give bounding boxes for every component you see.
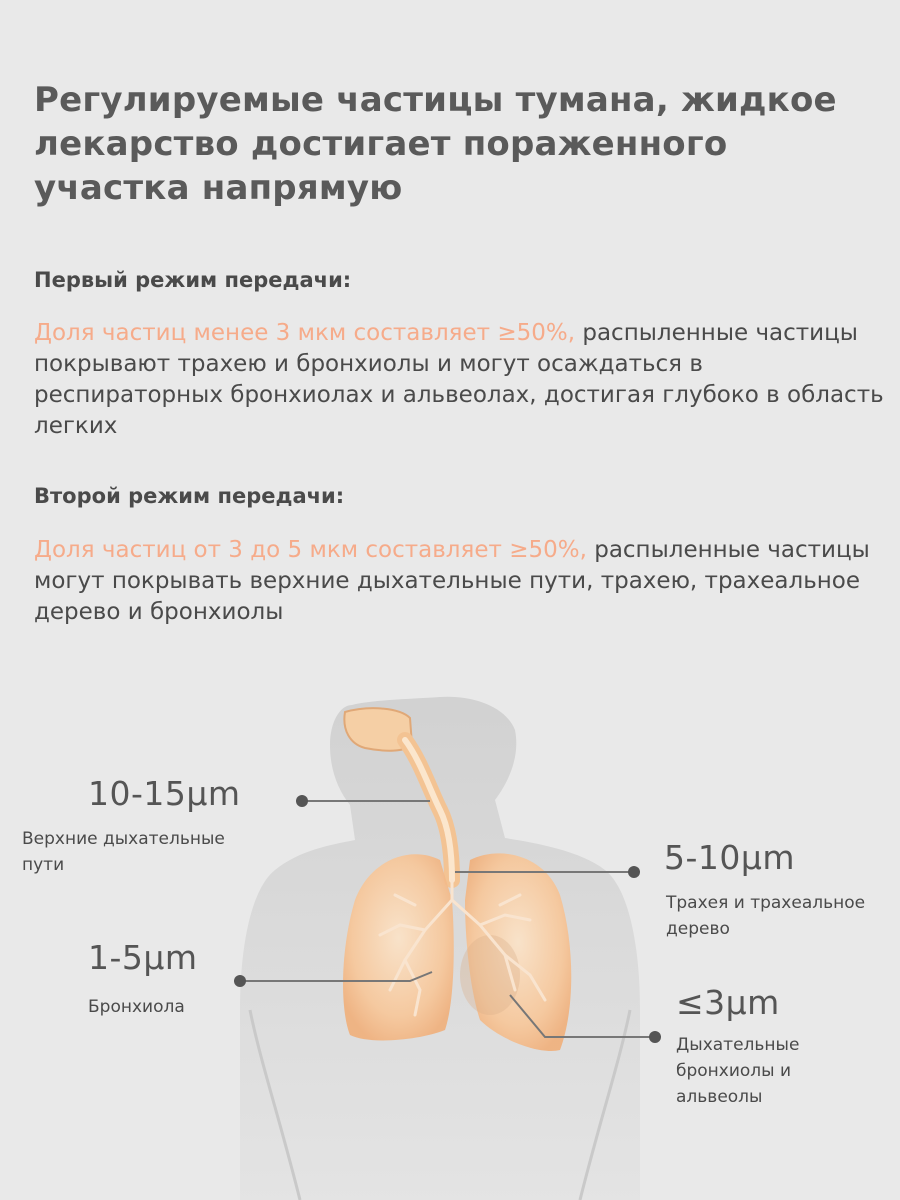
dot-bronchiole	[234, 975, 246, 987]
zone-bronchiole: Бронхиола	[88, 997, 185, 1017]
zone-alveoli: Дыхательные бронхиолы и альвеолы	[676, 1035, 800, 1107]
headline: Регулируемые частицы тумана, жидкое лекарство достигает пораженного участка напрямую	[34, 80, 837, 208]
mode1-highlight: Доля частиц менее 3 мкм составляет ≥50%,	[34, 320, 576, 346]
size-trachea: 5-10μm	[664, 838, 796, 877]
dot-alveoli	[649, 1031, 661, 1043]
mode1-text	[34, 318, 886, 442]
dot-trachea	[628, 866, 640, 878]
dot-upper	[296, 795, 308, 807]
zone-trachea: Трахея и трахеальное дерево	[666, 893, 866, 939]
mode2-highlight: Доля частиц от 3 до 5 мкм составляет ≥50%,	[34, 537, 587, 563]
mode1-body: распыленные частицы покрывают трахею и бронхиолы и могут осаждаться в респираторных бронхиолах и альвеолах, достигая глубоко в область легких	[34, 320, 884, 439]
mode2-body: распыленные частицы могут покрывать верхние дыхательные пути, трахею, трахеальное дерево и бронхиолы	[34, 537, 870, 625]
zone-upper: Верхние дыхательные пути	[22, 829, 225, 875]
size-bronchiole: 1-5μm	[88, 938, 198, 977]
mode1-title: Первый режим передачи:	[34, 268, 352, 292]
size-upper: 10-15μm	[88, 774, 241, 813]
size-alveoli: ≤3μm	[676, 983, 780, 1022]
mode2-text	[34, 535, 886, 628]
mode2-title: Второй режим передачи:	[34, 484, 345, 508]
